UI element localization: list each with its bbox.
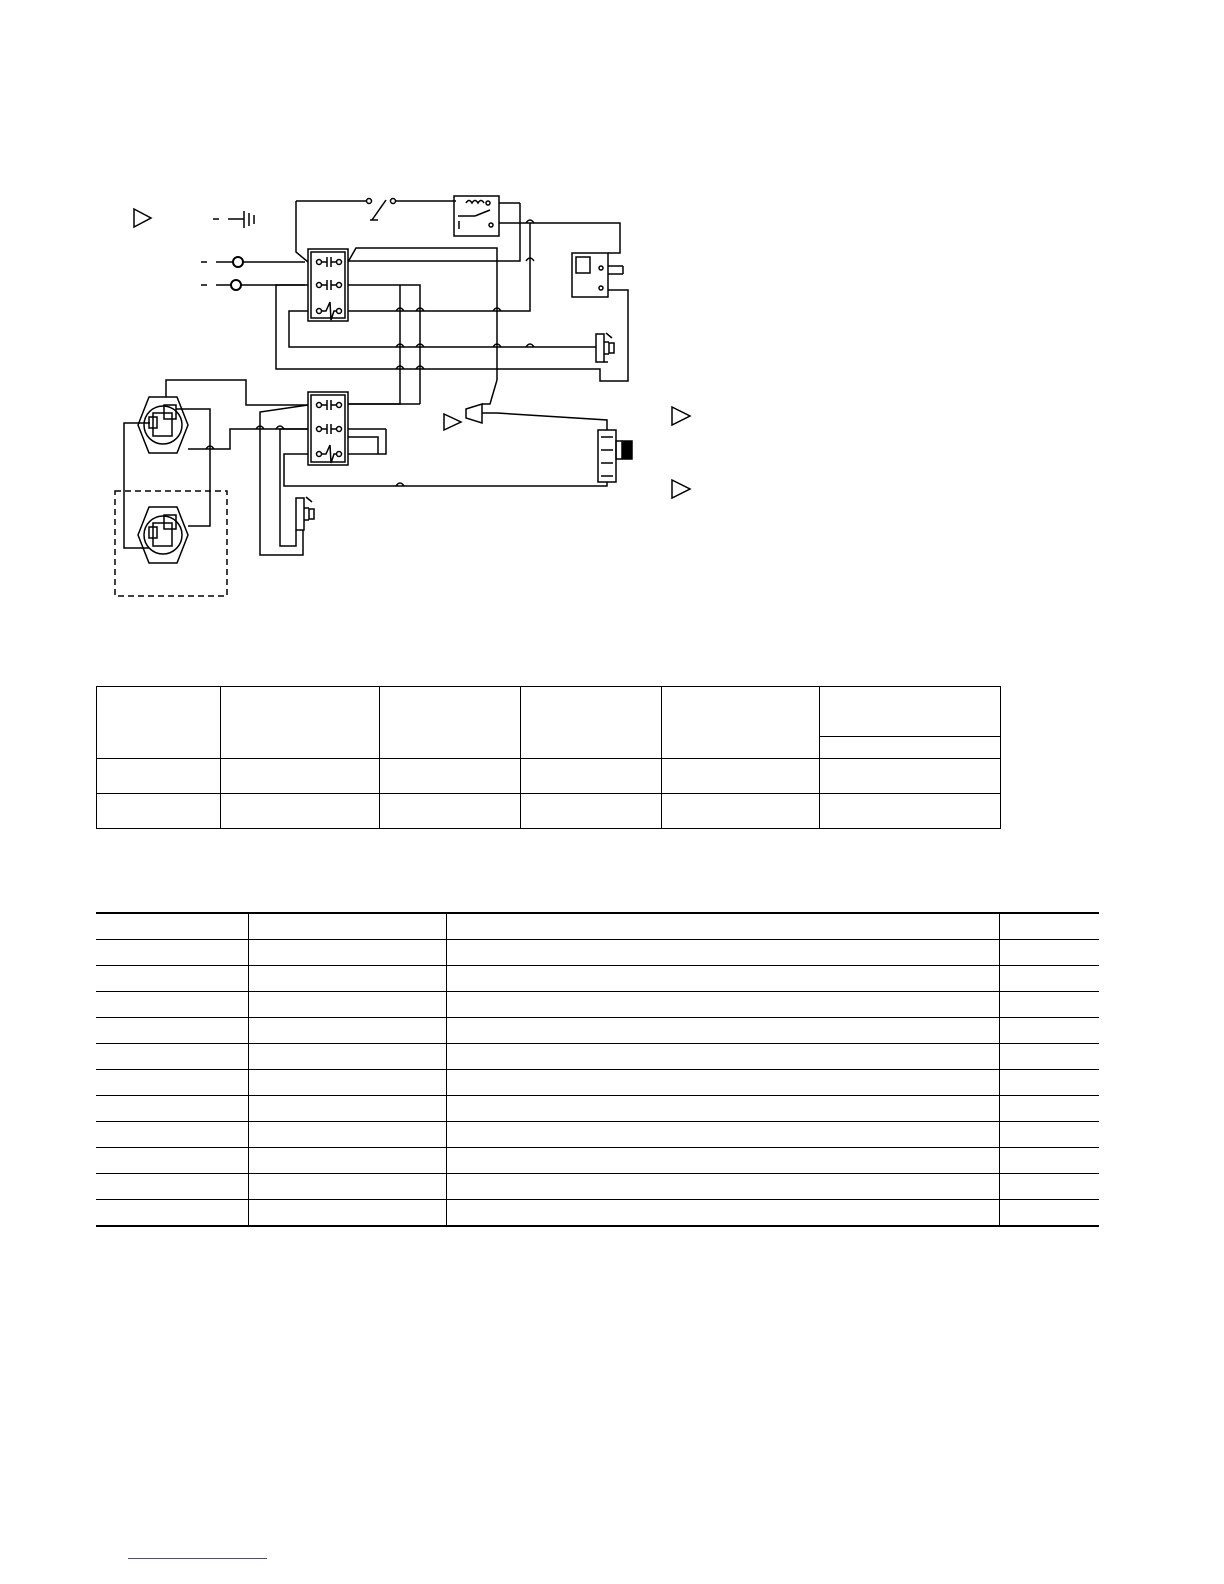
parts-cell	[248, 992, 446, 1018]
parts-row	[96, 1096, 1099, 1122]
spec-cell	[97, 794, 221, 829]
parts-cell	[446, 1122, 999, 1148]
spec-cell	[662, 794, 820, 829]
spec-header-cell	[521, 687, 662, 759]
parts-cell	[999, 992, 1099, 1018]
parts-cell	[446, 966, 999, 992]
spec-header-cell	[662, 687, 820, 759]
parts-cell	[999, 1122, 1099, 1148]
parts-cell	[96, 1122, 248, 1148]
spec-header-cell	[221, 687, 380, 759]
parts-cell	[96, 1200, 248, 1227]
parts-row	[96, 1174, 1099, 1200]
upper-indicator-hex	[138, 397, 188, 453]
parts-cell	[446, 1096, 999, 1122]
spec-cell	[380, 794, 521, 829]
spec-cell	[380, 759, 521, 794]
parts-cell	[999, 1018, 1099, 1044]
parts-cell	[248, 1044, 446, 1070]
parts-cell	[248, 1148, 446, 1174]
spec-header-cell	[820, 687, 1001, 737]
parts-cell	[999, 1148, 1099, 1174]
lower-indicator-hex	[138, 507, 188, 563]
parts-cell	[999, 966, 1099, 992]
parts-header-cell	[999, 913, 1099, 940]
parts-cell	[96, 1044, 248, 1070]
footer-rule	[128, 1558, 267, 1559]
spec-data-row	[97, 759, 1001, 794]
parts-cell	[96, 992, 248, 1018]
parts-cell	[999, 1070, 1099, 1096]
parts-row	[96, 1044, 1099, 1070]
parts-row	[96, 1148, 1099, 1174]
parts-cell	[446, 1200, 999, 1227]
spec-cell	[820, 759, 1001, 794]
parts-cell	[446, 1018, 999, 1044]
spec-header-row	[97, 687, 1001, 737]
parts-table-body	[96, 913, 1099, 1226]
parts-cell	[96, 1070, 248, 1096]
parts-cell	[446, 992, 999, 1018]
spec-header-cell	[97, 687, 221, 759]
spec-cell	[521, 794, 662, 829]
parts-cell	[248, 1122, 446, 1148]
wiring-diagram	[0, 0, 1224, 620]
relay-module	[454, 196, 520, 236]
key-switch	[296, 199, 456, 221]
spec-cell	[221, 759, 380, 794]
parts-cell	[248, 1174, 446, 1200]
parts-cell	[446, 1044, 999, 1070]
parts-cell	[96, 1096, 248, 1122]
note-triangle-marker	[672, 480, 690, 498]
parts-cell	[248, 940, 446, 966]
spec-cell	[820, 794, 1001, 829]
parts-cell	[248, 1018, 446, 1044]
connector-plug	[466, 404, 497, 423]
parts-row	[96, 1122, 1099, 1148]
engine-module	[598, 430, 632, 482]
parts-header-row	[96, 913, 1099, 940]
parts-cell	[248, 1200, 446, 1227]
note-triangle-marker	[134, 209, 151, 227]
spec-header-cell	[380, 687, 521, 759]
parts-cell	[446, 1174, 999, 1200]
parts-cell	[446, 1148, 999, 1174]
parts-cell	[96, 1018, 248, 1044]
parts-cell	[999, 940, 1099, 966]
parts-cell	[248, 966, 446, 992]
spec-cell	[221, 794, 380, 829]
ground-symbol	[213, 211, 254, 228]
parts-row	[96, 1018, 1099, 1044]
wiring-lines	[124, 201, 628, 555]
parts-header-cell	[248, 913, 446, 940]
parts-cell	[248, 1096, 446, 1122]
spec-cell	[521, 759, 662, 794]
note-triangle-marker	[672, 407, 690, 425]
spec-cell	[97, 759, 221, 794]
parts-cell	[999, 1200, 1099, 1227]
spec-table	[96, 686, 1001, 829]
parts-row	[96, 1070, 1099, 1096]
parts-header-cell	[446, 913, 999, 940]
parts-row	[96, 966, 1099, 992]
parts-cell	[446, 940, 999, 966]
parts-row	[96, 1200, 1099, 1227]
spec-data-row	[97, 794, 1001, 829]
parts-cell	[999, 1044, 1099, 1070]
parts-cell	[96, 1174, 248, 1200]
spec-cell	[662, 759, 820, 794]
parts-cell	[96, 966, 248, 992]
upper-safety-switch	[596, 333, 614, 362]
parts-cell	[248, 1070, 446, 1096]
parts-cell	[446, 1070, 999, 1096]
lower-switch-block	[308, 392, 348, 465]
terminal-upper	[201, 257, 305, 267]
parts-cell	[999, 1096, 1099, 1122]
parts-header-cell	[96, 913, 248, 940]
spec-subheader-cell	[820, 737, 1001, 759]
lower-safety-switch	[296, 497, 314, 530]
parts-cell	[96, 1148, 248, 1174]
parts-row	[96, 992, 1099, 1018]
note-triangle-marker	[444, 414, 461, 430]
upper-switch-block	[308, 249, 348, 321]
parts-row	[96, 940, 1099, 966]
parts-cell	[96, 940, 248, 966]
wire-crossings	[206, 220, 534, 486]
parts-cell	[999, 1174, 1099, 1200]
parts-table	[96, 912, 1099, 1227]
